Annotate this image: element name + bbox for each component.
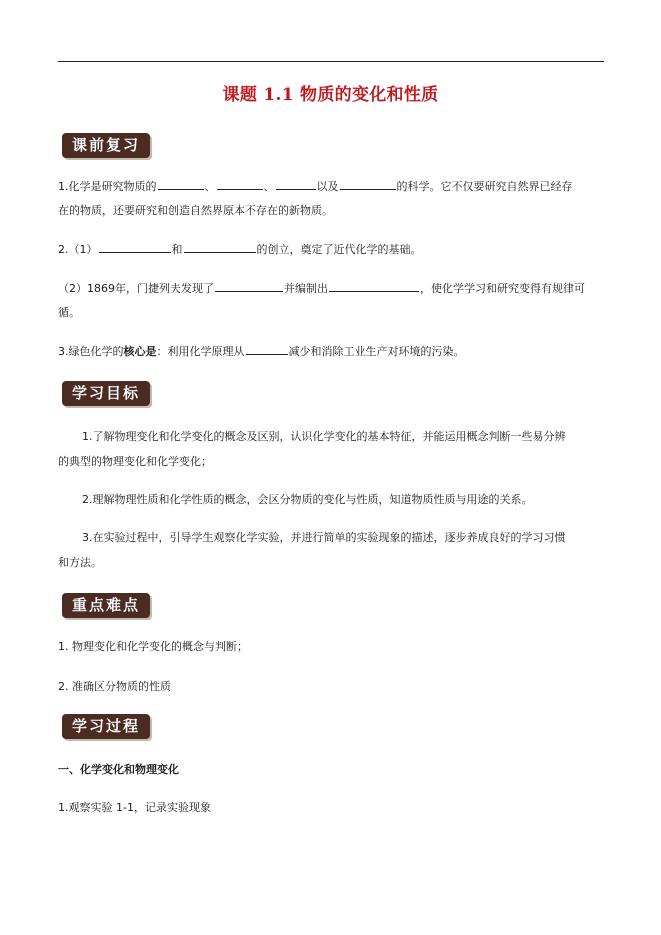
answer-blank[interactable] [158,177,204,190]
preview-q1-line2: 在的物质，还要研究和创造自然界原本不存在的新物质。 [58,204,333,217]
header-rule [58,61,604,62]
process-item-1: 1.观察实验 1-1，记录实验现象 [58,801,211,814]
preview-q1-line1: 1.化学是研究物质的 、 、 以及 的科学。它不仅要研究自然界已经存 [58,174,610,200]
goal-1-line1: 1.了解物理变化和化学变化的概念及区别，认识化学变化的基本特征，并能运用概念判断一些易分辨 [82,430,566,443]
preview-q2: 2.（1） 和 的创立，奠定了近代化学的基础。 [58,237,610,263]
section-badge-process: 学习过程 [62,714,150,739]
answer-blank[interactable] [329,279,419,292]
goal-3-line1: 3.在实验过程中，引导学生观察化学实验，并进行简单的实验现象的描述，逐步养成良好的学习习惯 [82,531,566,544]
answer-blank[interactable] [246,342,288,355]
goal-1-line2: 的典型的物理变化和化学变化； [58,455,212,468]
goal-2: 2.理解物理性质和化学性质的概念，会区分物质的变化与性质，知道物质性质与用途的关系。 [82,493,533,506]
keypoint-1: 1. 物理变化和化学变化的概念与判断； [58,640,248,653]
goal-3-line2: 和方法。 [58,556,102,569]
answer-blank[interactable] [99,240,171,253]
section-badge-keypoints: 重点难点 [62,593,150,618]
answer-blank[interactable] [276,177,316,190]
keypoint-2: 2. 准确区分物质的性质 [58,680,171,693]
answer-blank[interactable] [340,177,396,190]
answer-blank[interactable] [217,177,263,190]
page-title: 课题 1.1 物质的变化和性质 [222,85,439,105]
answer-blank[interactable] [215,279,283,292]
section-badge-preview: 课前复习 [62,133,150,158]
answer-blank[interactable] [184,240,256,253]
process-heading: 一、化学变化和物理变化 [58,763,179,776]
section-badge-goals: 学习目标 [62,381,150,406]
preview-q3: 3.绿色化学的核心是：利用化学原理从 减少和消除工业生产对环境的污染。 [58,339,610,365]
preview-q2b-line1: （2）1869年，门捷列夫发现了 并编制出 ，使化学学习和研究变得有规律可 [58,276,610,302]
preview-q2b-line2: 循。 [58,306,80,319]
